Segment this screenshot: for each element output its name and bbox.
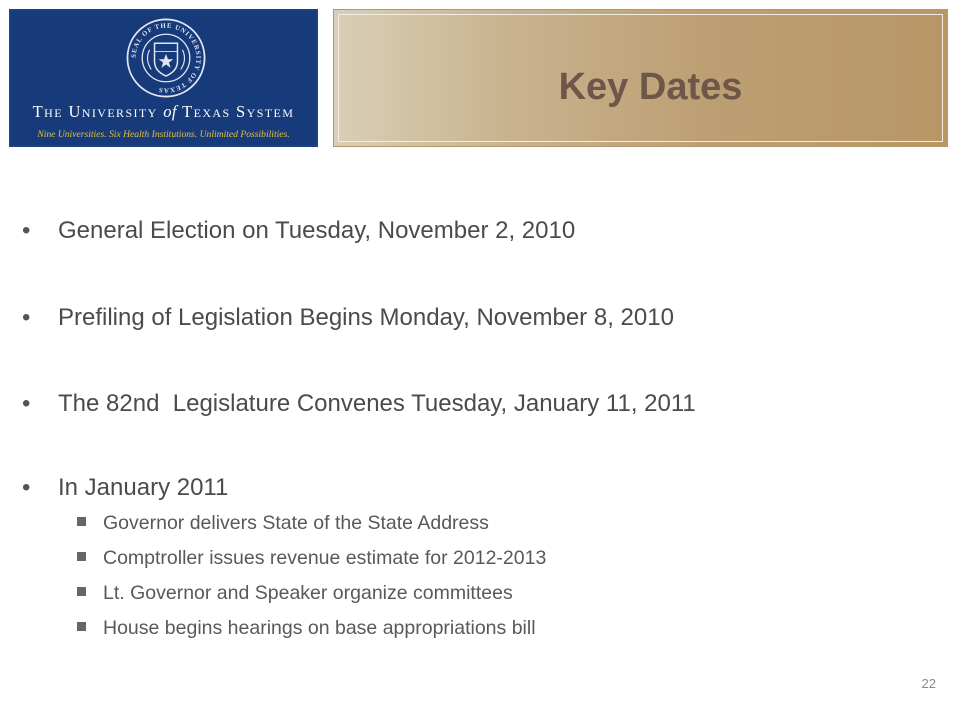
sub-bullet-text: Lt. Governor and Speaker organize committees <box>103 582 513 604</box>
page-number: 22 <box>921 676 936 691</box>
bullet-item <box>22 216 575 246</box>
wordmark-of: of <box>163 102 177 121</box>
wordmark-prefix: The University <box>32 102 164 121</box>
sub-bullet-item <box>77 511 489 535</box>
square-bullet-icon <box>77 552 86 561</box>
sub-bullet-text: House begins hearings on base appropriations bill <box>103 617 536 639</box>
bullet-item <box>22 473 228 503</box>
bullet-text: General Election on Tuesday, November 2, 2010 <box>58 217 576 244</box>
bullet-dot-icon: • <box>22 390 31 417</box>
bullet-text: Prefiling of Legislation Begins Monday, November 8, 2010 <box>58 304 674 331</box>
sub-bullet-item <box>77 546 546 570</box>
svg-text:SEAL OF THE UNIVERSITY OF TEXA: SEAL OF THE UNIVERSITY OF TEXAS <box>130 22 202 94</box>
wordmark-suffix: Texas System <box>176 102 295 121</box>
bullet-text: In January 2011 <box>58 474 229 501</box>
square-bullet-icon <box>77 622 86 631</box>
bullet-item <box>22 389 696 419</box>
sub-bullet-text: Governor delivers State of the State Address <box>103 512 489 534</box>
bullet-dot-icon: • <box>22 304 31 331</box>
sub-bullet-item <box>77 616 536 640</box>
square-bullet-icon <box>77 587 86 596</box>
bullet-item <box>22 303 674 333</box>
logo-tagline: Nine Universities. Six Health Institutions. Unlimited Possibilities. <box>37 129 290 140</box>
sub-bullet-text: Comptroller issues revenue estimate for 2012-2013 <box>103 547 547 569</box>
sub-bullet-item <box>77 581 513 605</box>
slide-title: Key Dates <box>558 66 743 108</box>
bullet-dot-icon: • <box>22 474 31 501</box>
bullet-text: The 82nd Legislature Convenes Tuesday, January 11, 2011 <box>58 390 696 417</box>
bullet-dot-icon: • <box>22 217 31 244</box>
square-bullet-icon <box>77 517 86 526</box>
